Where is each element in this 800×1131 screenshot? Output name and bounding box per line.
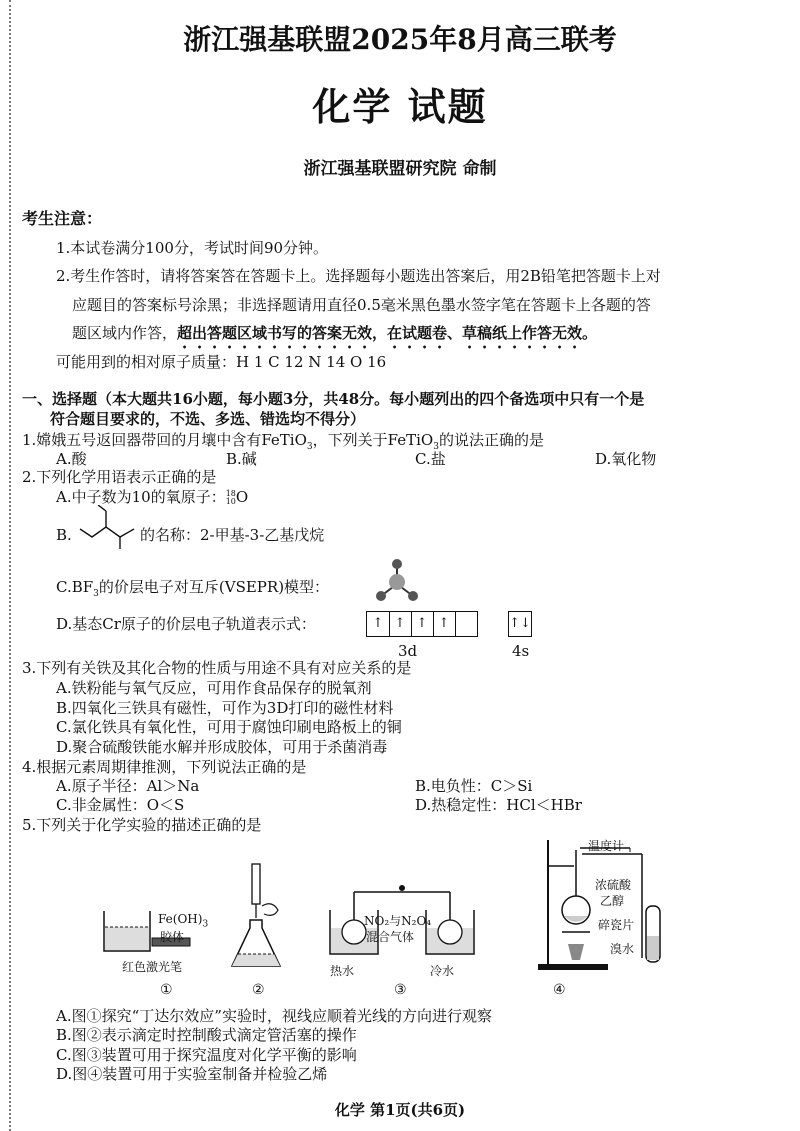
q2-option-c[interactable]: $C.BF_3$的价层电子对互斥(VSEPR)模型： (56, 578, 330, 599)
section-heading-line-1: 一、选择题（本大题共16小题，每小题3分，共48分。每小题列出的四个备选项中只有一个是 (22, 390, 645, 408)
fig3-number: ③ (394, 982, 407, 998)
q5-option-c[interactable]: C.图③装置可用于探究温度对化学平衡的影响 (56, 1046, 357, 1064)
vsepr-model-icon (373, 558, 421, 606)
q2-option-b-text: 的名称：2-甲基-3-乙基戊烷 (140, 526, 325, 544)
q1-option-d[interactable]: D.氧化物 (595, 450, 657, 468)
fig1-label-laser: 红色激光笔 (122, 960, 183, 974)
q3-option-b[interactable]: B.四氧化三铁具有磁性，可作为3D打印的磁性材料 (56, 699, 394, 717)
q4-stem: 4.根据元素周期律推测，下列说法正确的是 (22, 758, 307, 776)
q1-option-c[interactable]: C.盐 (415, 450, 446, 468)
q2-stem: 2.下列化学用语表示正确的是 (22, 468, 217, 486)
notice-item-2-line-1: 2.考生作答时，请将答案答在答题卡上。选择题每小题选出答案后，用2B铅笔把答题卡上对 (56, 267, 661, 285)
fig3-label-cold-water: 冷水 (430, 964, 455, 978)
orbital-box-4s: ↑↓ (508, 611, 532, 637)
q5-stem: 5.下列关于化学实验的描述正确的是 (22, 816, 262, 834)
fig4-label-porcelain: 碎瓷片 (598, 918, 635, 932)
exam-title: 浙江强基联盟2025年8月高三联考 (183, 23, 617, 56)
q3-option-d[interactable]: D.聚合硫酸铁能水解并形成胶体，可用于杀菌消毒 (56, 738, 388, 756)
q5-option-a[interactable]: A.图①探究“丁达尔效应”实验时，视线应顺着光线的方向进行观察 (56, 1007, 492, 1025)
q2-option-a[interactable]: A.中子数为10的氧原子：18 10O (56, 488, 249, 506)
fig4-label-sulfuric-acid: 浓硫酸 (595, 878, 632, 892)
orbital-label-4s: 4s (512, 642, 530, 660)
q3-stem: 3.下列有关铁及其化合物的性质与用途不具有对应关系的是 (22, 659, 412, 677)
notice-item-2-line-3 (72, 323, 597, 352)
q4-option-c[interactable]: C.非金属性：O＜S (56, 796, 185, 814)
q2-option-b-prefix[interactable]: B. (56, 526, 72, 544)
q4-option-b[interactable]: B.电负性：C＞Si (415, 777, 533, 795)
q1-option-a[interactable]: A.酸 (56, 450, 87, 468)
notice-item-1: 1.本试卷满分100分，考试时间90分钟。 (56, 239, 329, 257)
skeletal-formula-structure (76, 505, 140, 551)
author-line: 浙江强基联盟研究院 命制 (303, 159, 497, 179)
notice-item-2-emphasis: 超出答题区域书写的答案无效，在试题卷、草稿纸上作答无效。 (177, 324, 598, 342)
fig4-label-ethanol: 乙醇 (600, 894, 625, 908)
fig4-label-thermometer: 温度计 (588, 839, 625, 853)
orbital-label-3d: 3d (398, 642, 418, 660)
notice-item-2-line-2: 应题目的答案标号涂黑；非选择题请用直径0.5毫米黑色墨水签字笔在答题卡上各题的答 (72, 296, 651, 314)
q5-option-b[interactable]: B.图②表示滴定时控制酸式滴定管活塞的操作 (56, 1026, 357, 1044)
subject-title: 化学 试题 (312, 84, 488, 129)
fig3-label-gas: NO₂与N₂O₄ (364, 914, 432, 928)
figure-2-titration (228, 862, 304, 978)
notice-item-2-plain: 题区域内作答， (72, 324, 178, 342)
fig4-label-bromine-water: 溴水 (610, 942, 635, 956)
fig1-number: ① (160, 982, 173, 998)
q2-option-d[interactable]: D.基态Cr原子的价层电子轨道表示式： (56, 615, 316, 633)
q3-option-c[interactable]: C.氯化铁具有氧化性，可用于腐蚀印刷电路板上的铜 (56, 718, 402, 736)
q1-option-b[interactable]: B.碱 (226, 450, 257, 468)
q5-option-d[interactable]: D.图④装置可用于实验室制备并检验乙烯 (56, 1065, 328, 1083)
q4-option-a[interactable]: A.原子半径：Al＞Na (56, 777, 200, 795)
page-footer: 化学 第1页(共6页) (334, 1101, 466, 1119)
q4-option-d[interactable]: D.热稳定性：HCl＜HBr (415, 796, 582, 814)
q3-option-a[interactable]: A.铁粉能与氧气反应，可用作食品保存的脱氧剂 (56, 679, 372, 697)
atomic-mass-line: 可能用到的相对原子质量：H 1 C 12 N 14 O 16 (56, 353, 387, 371)
fig2-number: ② (252, 982, 265, 998)
section-heading-line-2: 符合题目要求的，不选、多选、错选均不得分） (50, 410, 366, 428)
fig1-label-feoh3: $Fe(OH)_3$ (158, 912, 209, 930)
fig1-label-colloid: 胶体 (160, 930, 185, 944)
fig4-number: ④ (553, 982, 566, 998)
fig3-label-hot-water: 热水 (330, 964, 355, 978)
fig3-label-mix: 混合气体 (366, 930, 415, 944)
orbital-box-3d: ↑ ↑ ↑ ↑ (366, 611, 478, 637)
q1-stem: 1.嫦娥五号返回器带回的月壤中含有FeTiO$_3$，下列关于FeTiO$_3$的说法正确的是 (22, 431, 544, 452)
notice-heading: 考生注意： (22, 209, 103, 228)
